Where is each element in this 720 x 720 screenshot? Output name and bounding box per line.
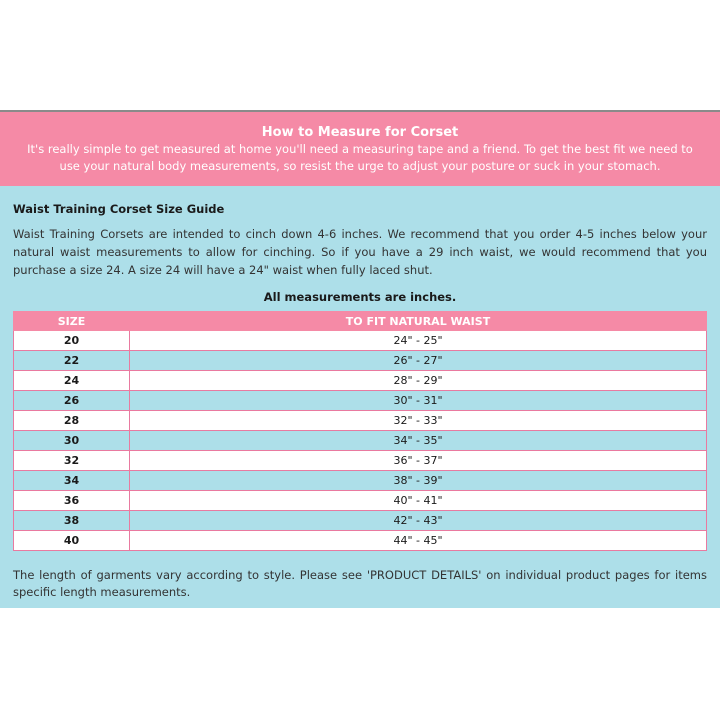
footer-note: The length of garments vary according to style. Please see 'PRODUCT DETAILS' on individual product pages for items specific length measurements. bbox=[13, 568, 707, 599]
table-row bbox=[14, 511, 707, 531]
table-row bbox=[14, 531, 707, 551]
header-intro: It's really simple to get measured at home you'll need a measuring tape and a friend. To get the best fit we need to use your natural body measurements, so resist the urge to adjust your posture or suck in your stomach. bbox=[27, 142, 693, 173]
waist-cell: 32" - 33" bbox=[130, 411, 707, 431]
waist-cell: 26" - 27" bbox=[130, 351, 707, 371]
waist-cell: 30" - 31" bbox=[130, 391, 707, 411]
table-row bbox=[14, 451, 707, 471]
waist-cell: 42" - 43" bbox=[130, 511, 707, 531]
size-cell: 38 bbox=[14, 511, 130, 531]
table-row bbox=[14, 371, 707, 391]
size-cell: 32 bbox=[14, 451, 130, 471]
waist-cell: 40" - 41" bbox=[130, 491, 707, 511]
waist-cell: 44" - 45" bbox=[130, 531, 707, 551]
guide-title: Waist Training Corset Size Guide bbox=[13, 202, 225, 216]
size-cell: 22 bbox=[14, 351, 130, 371]
table-row bbox=[14, 411, 707, 431]
table-row bbox=[14, 471, 707, 491]
table-row bbox=[14, 391, 707, 411]
waist-cell: 38" - 39" bbox=[130, 471, 707, 491]
column-header-size: SIZE bbox=[14, 312, 130, 331]
size-cell: 28 bbox=[14, 411, 130, 431]
units-note: All measurements are inches. bbox=[263, 290, 457, 304]
size-cell: 30 bbox=[14, 431, 130, 451]
table-header-row bbox=[14, 312, 707, 331]
size-table bbox=[13, 311, 707, 551]
header-banner bbox=[0, 112, 720, 186]
table-row bbox=[14, 331, 707, 351]
table-row bbox=[14, 491, 707, 511]
size-cell: 36 bbox=[14, 491, 130, 511]
table-row bbox=[14, 431, 707, 451]
size-guide-card bbox=[0, 110, 720, 608]
size-cell: 24 bbox=[14, 371, 130, 391]
column-header-waist: TO FIT NATURAL WAIST bbox=[130, 312, 707, 331]
table-row bbox=[14, 351, 707, 371]
size-cell: 34 bbox=[14, 471, 130, 491]
size-table-body bbox=[14, 331, 707, 551]
size-cell: 20 bbox=[14, 331, 130, 351]
waist-cell: 36" - 37" bbox=[130, 451, 707, 471]
guide-body bbox=[0, 201, 720, 601]
header-title: How to Measure for Corset bbox=[261, 125, 459, 140]
waist-cell: 34" - 35" bbox=[130, 431, 707, 451]
waist-cell: 24" - 25" bbox=[130, 331, 707, 351]
size-cell: 26 bbox=[14, 391, 130, 411]
guide-description: Waist Training Corsets are intended to cinch down 4-6 inches. We recommend that you order 4-5 inches below your natural waist measurements to allow for cinching. So if you have a 29 inch waist, we would recommend that you purchase a size 24. A size 24 will have a 24" waist when fully laced shut. bbox=[13, 227, 707, 277]
size-cell: 40 bbox=[14, 531, 130, 551]
waist-cell: 28" - 29" bbox=[130, 371, 707, 391]
